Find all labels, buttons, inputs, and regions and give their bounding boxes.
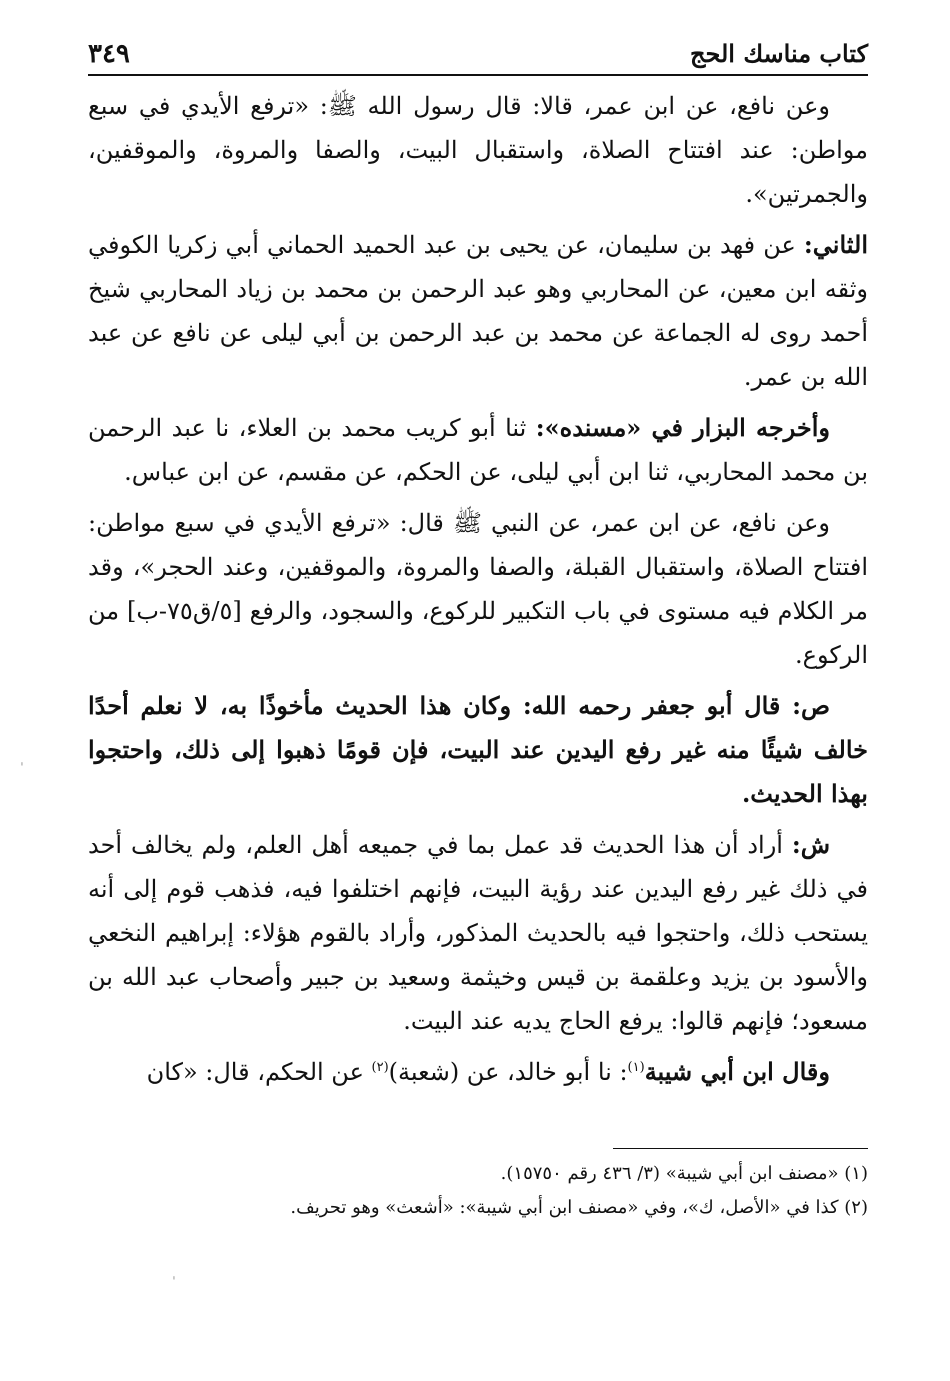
paragraph-lead: الثاني: xyxy=(803,230,868,259)
paragraph-sharh xyxy=(88,823,868,1043)
paragraph-text: عن فهد بن سليمان، عن يحيى بن عبد الحميد الحماني أبي زكريا الكوفي وثقه ابن معين، عن المحاربي وهو عبد الرحمن بن محمد بن زياد المحاربي شيخ أحمد روى له الجماعة عن محمد بن عبد الرحمن بن أبي ليلى عن نافع عن عبد الله بن عمر. xyxy=(88,231,868,391)
paragraph-lead: ش: xyxy=(791,830,830,859)
main-text xyxy=(88,84,868,1094)
paragraph-text: أراد أن هذا الحديث قد عمل بما في جميعه أهل العلم، ولم يخالف أحد في ذلك غير رفع اليدين عند رؤية البيت، فإنهم اختلفوا فيه، فذهب قوم إلى أنه يستحب ذلك، واحتجوا فيه بالحديث المذكور، وأراد بالقوم هؤلاء: إبراهيم النخعي والأسود بن يزيد وعلقمة بن قيس وخيثمة وسعيد بن جبير وأصحاب عبد الله بن مسعود؛ فإنهم قالوا: يرفع الحاج يديه عند البيت. xyxy=(88,831,868,1035)
footnote-ref-2: (٢) xyxy=(371,1060,389,1075)
paragraph-text: قال أبو جعفر رحمه الله: وكان هذا الحديث مأخوذًا به، لا نعلم أحدًا خالف شيئًا منه غير رفع اليدين عند البيت، فإن قومًا ذهبوا إلى ذلك، واحتجوا بهذا الحديث. xyxy=(88,691,869,808)
footnote-ref-1: (١) xyxy=(627,1060,645,1075)
footnote: (٢) كذا في «الأصل، ك»، وفي «مصنف ابن أبي شيبة»: «أشعث» وهو تحريف. xyxy=(290,1197,868,1218)
paragraph-text: ثنا أبو كريب محمد بن العلاء، نا عبد الرحمن بن محمد المحاربي، ثنا ابن أبي ليلى، عن الحكم، عن مقسم، عن ابن عباس. xyxy=(88,414,868,486)
paragraph-lead: وأخرجه البزار في «مسنده»: xyxy=(535,413,830,442)
book-page xyxy=(88,28,868,1225)
paragraph-lead: وقال ابن أبي شيبة xyxy=(644,1057,830,1086)
paragraph xyxy=(88,1050,868,1094)
paragraph xyxy=(88,501,868,677)
footnotes xyxy=(88,1148,868,1225)
paragraph-text: : نا أبو خالد، عن (شعبة) xyxy=(388,1058,628,1086)
paragraph xyxy=(88,406,868,494)
paragraph-matn xyxy=(88,684,868,816)
paragraph xyxy=(88,223,868,399)
paragraph-text: وعن نافع، عن ابن عمر، قالا: قال رسول الله ﷺ: «ترفع الأيدي في سبع مواطن: عند افتتاح الصلاة، واستقبال البيت، والصفا والمروة، والموقفين، والجمرتين». xyxy=(88,92,868,208)
paragraph-text: وعن نافع، عن ابن عمر، عن النبي ﷺ قال: «ترفع الأيدي في سبع مواطن: افتتاح الصلاة، واستقبال القبلة، والصفا والمروة، والموقفين، وعند الحجر»، وقد مر الكلام فيه مستوى في باب التكبير للركوع، والسجود، والرفع [٥/ق٧٥-ب] من الركوع. xyxy=(88,509,868,669)
margin-scan-mark: ˌ xyxy=(172,1266,176,1282)
footnote-separator xyxy=(613,1148,868,1149)
paragraph-text: عن الحكم، قال: «كان xyxy=(146,1058,372,1086)
page-header xyxy=(88,28,868,76)
margin-scan-mark: ˌ xyxy=(20,752,24,768)
paragraph-lead: ص: xyxy=(792,691,830,720)
page-number: ٣٤٩ xyxy=(88,39,130,69)
paragraph xyxy=(88,84,868,216)
running-title: كتاب مناسك الحج xyxy=(690,39,868,68)
footnote: (١) «مصنف ابن أبي شيبة» (٣/ ٤٣٦ رقم ١٥٧٥٠). xyxy=(500,1163,868,1184)
